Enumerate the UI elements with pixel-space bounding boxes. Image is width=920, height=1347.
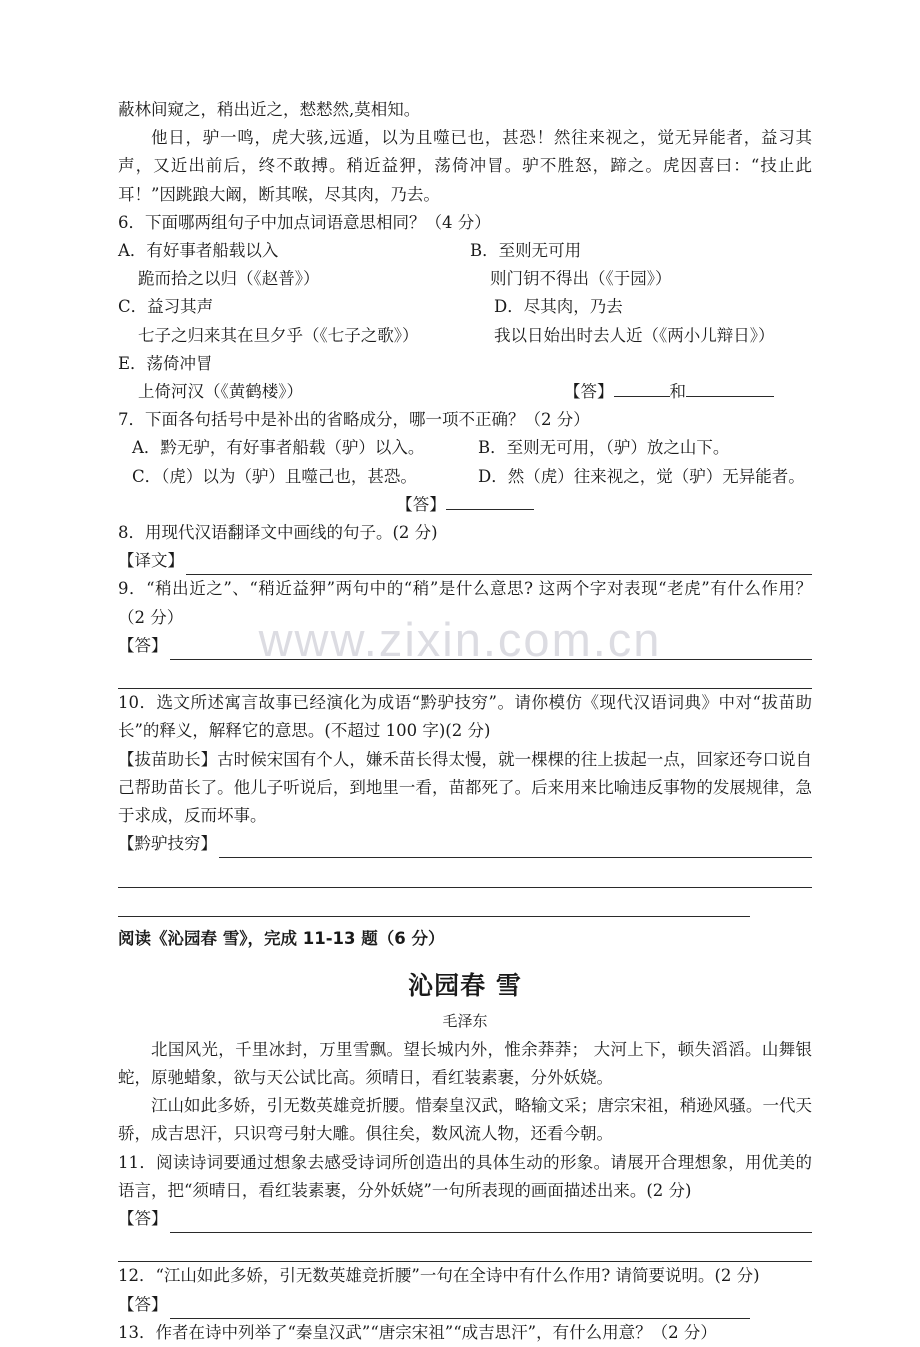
question-7-stem: 7．下面各句括号中是补出的省略成分，哪一项不正确？（2 分） (118, 410, 590, 430)
q6-option-a[interactable]: A．有好事者船载以入 (118, 241, 279, 261)
q9-answer-rule-1[interactable] (170, 640, 813, 660)
watermark: www.zixin.com.cn (258, 613, 662, 666)
poem-stanza-1: 北国风光，千里冰封，万里雪飘。望长城内外，惟余莽莽； 大河上下，顿失滔滔。山舞银蛇，原驰蜡象，欲与天公试比高。须晴日，看红装素裹，分外妖娆。 (118, 1039, 812, 1088)
q7-answer-label: 【答】 (396, 494, 446, 514)
q6-answer-row (470, 378, 812, 406)
q7-option-c[interactable]: C．（虎）以为（驴）且噬己也，甚恐。 (132, 466, 417, 486)
reading-section-header: 阅读《沁园春 雪》，完成 11-13 题（6 分） (118, 928, 445, 948)
q10-answer-rule-1[interactable] (219, 838, 812, 858)
question-12-stem: 12．“江山如此多娇，引无数英雄竞折腰”一句在全诗中有什么作用? 请简要说明。(2 分) (118, 1266, 760, 1286)
question-9-stem: 9．“稍出近之”、“稍近益狎”两句中的“稍”是什么意思? 这两个字对表现“老虎”有什么作用？（2 分） (118, 579, 812, 627)
q10-answer-label: 【黔驴技穷】 (118, 834, 217, 854)
q6-option-e[interactable]: E．荡倚冲冒 (118, 353, 213, 373)
q6-option-d-sub: 我以日始出时去人近（《两小儿辩日》） (494, 325, 775, 345)
q10-example-text: 古时候宋国有个人，嫌禾苗长得太慢，就一棵棵的往上拔起一点，回家还夸口说自己帮助苗长了。他儿子听说后，到地里一看，苗都死了。后来用来比喻违反事物的发展规律，急于求成，反而坏事。 (118, 749, 813, 826)
q7-answer-blank[interactable] (446, 492, 534, 510)
q6-option-b[interactable]: B．至则无可用 (470, 241, 582, 261)
q7-option-b[interactable]: B．至则无可用，（驴）放之山下。 (478, 438, 730, 458)
question-11-answer-row (118, 1205, 812, 1233)
question-10-answer-row (118, 830, 812, 858)
question-8-answer-row (118, 547, 812, 575)
poem-title: 沁园春 雪 (408, 970, 522, 1000)
question-7-options (118, 434, 812, 490)
q8-answer-label: 【译文】 (118, 551, 184, 571)
q6-option-d[interactable]: D．尽其肉，乃去 (494, 297, 623, 317)
q11-answer-label: 【答】 (118, 1209, 168, 1229)
q8-answer-rule[interactable] (186, 555, 812, 575)
q7-option-d[interactable]: D．然（虎）往来视之，觉（驴）无异能者。 (478, 466, 805, 486)
question-7-answer-row (118, 491, 812, 519)
q11-answer-rule-1[interactable] (170, 1213, 813, 1233)
q9-answer-label: 【答】 (118, 635, 168, 655)
question-13-stem: 13．作者在诗中列举了“秦皇汉武”“唐宗宋祖”“成吉思汗”，有什么用意？（2 分） (118, 1322, 717, 1342)
passage-line-2: 他日，驴一鸣，虎大骇,远遁，以为且噬已也，甚恐！然往来视之，觉无异能者，益习其声，又近出前后，终不敢搏。稍近益狎，荡倚冲冒。驴不胜怒，蹄之。虎因喜曰：“技止此耳！”因跳踉大阚，断其喉，尽其肉，乃去。 (118, 128, 812, 204)
q6-option-c-sub: 七子之归来其在旦夕乎（《七子之歌》） (138, 325, 419, 345)
question-8-stem: 8．用现代汉语翻译文中画线的句子。(2 分) (118, 523, 438, 543)
q6-option-c[interactable]: C．益习其声 (118, 297, 214, 317)
q6-answer-joiner: 和 (669, 382, 686, 402)
q6-option-a-sub: 跪而拾之以归（《赵普》） (138, 269, 320, 289)
question-10-example (118, 746, 812, 831)
q6-answer-blank-1[interactable] (614, 379, 670, 397)
question-12-answer-row (118, 1291, 812, 1319)
q6-option-b-sub: 则门钥不得出（《于园》） (490, 269, 672, 289)
poem-stanza-2: 江山如此多娇，引无数英雄竞折腰。惜秦皇汉武，略输文采；唐宗宋祖，稍逊风骚。一代天骄，成吉思汗，只识弯弓射大雕。俱往矣，数风流人物，还看今朝。 (118, 1096, 812, 1144)
q6-option-e-sub: 上倚河汉（《黄鹤楼》） (138, 382, 303, 402)
poem-author: 毛泽东 (442, 1011, 488, 1030)
q10-example-label: 【拔苗助长】 (118, 749, 218, 769)
question-10-stem: 10．选文所述寓言故事已经演化为成语“黔驴技穷”。请你模仿《现代汉语词典》中对“拔苗助长”的释义，解释它的意思。(不超过 100 字)(2 分) (118, 693, 812, 741)
q12-answer-label: 【答】 (118, 1294, 168, 1314)
question-11-stem: 11．阅读诗词要通过想象去感受诗词所创造出的具体生动的形象。请展开合理想象，用优美的语言，把“须晴日，看红装素裹，分外妖娆”一句所表现的画面描述出来。(2 分) (118, 1152, 812, 1200)
question-6-stem: 6．下面哪两组句子中加点词语意思相同？（4 分） (118, 212, 491, 232)
question-6-options (118, 237, 812, 406)
q6-answer-label: 【答】 (564, 382, 614, 402)
q7-option-a[interactable]: A．黔无驴，有好事者船载（驴）以入。 (132, 438, 425, 458)
question-9-answer-row (118, 632, 812, 660)
q6-answer-blank-2[interactable] (686, 379, 774, 397)
passage-line-1: 蔽林间窥之，稍出近之，慭慭然,莫相知。 (118, 100, 421, 119)
